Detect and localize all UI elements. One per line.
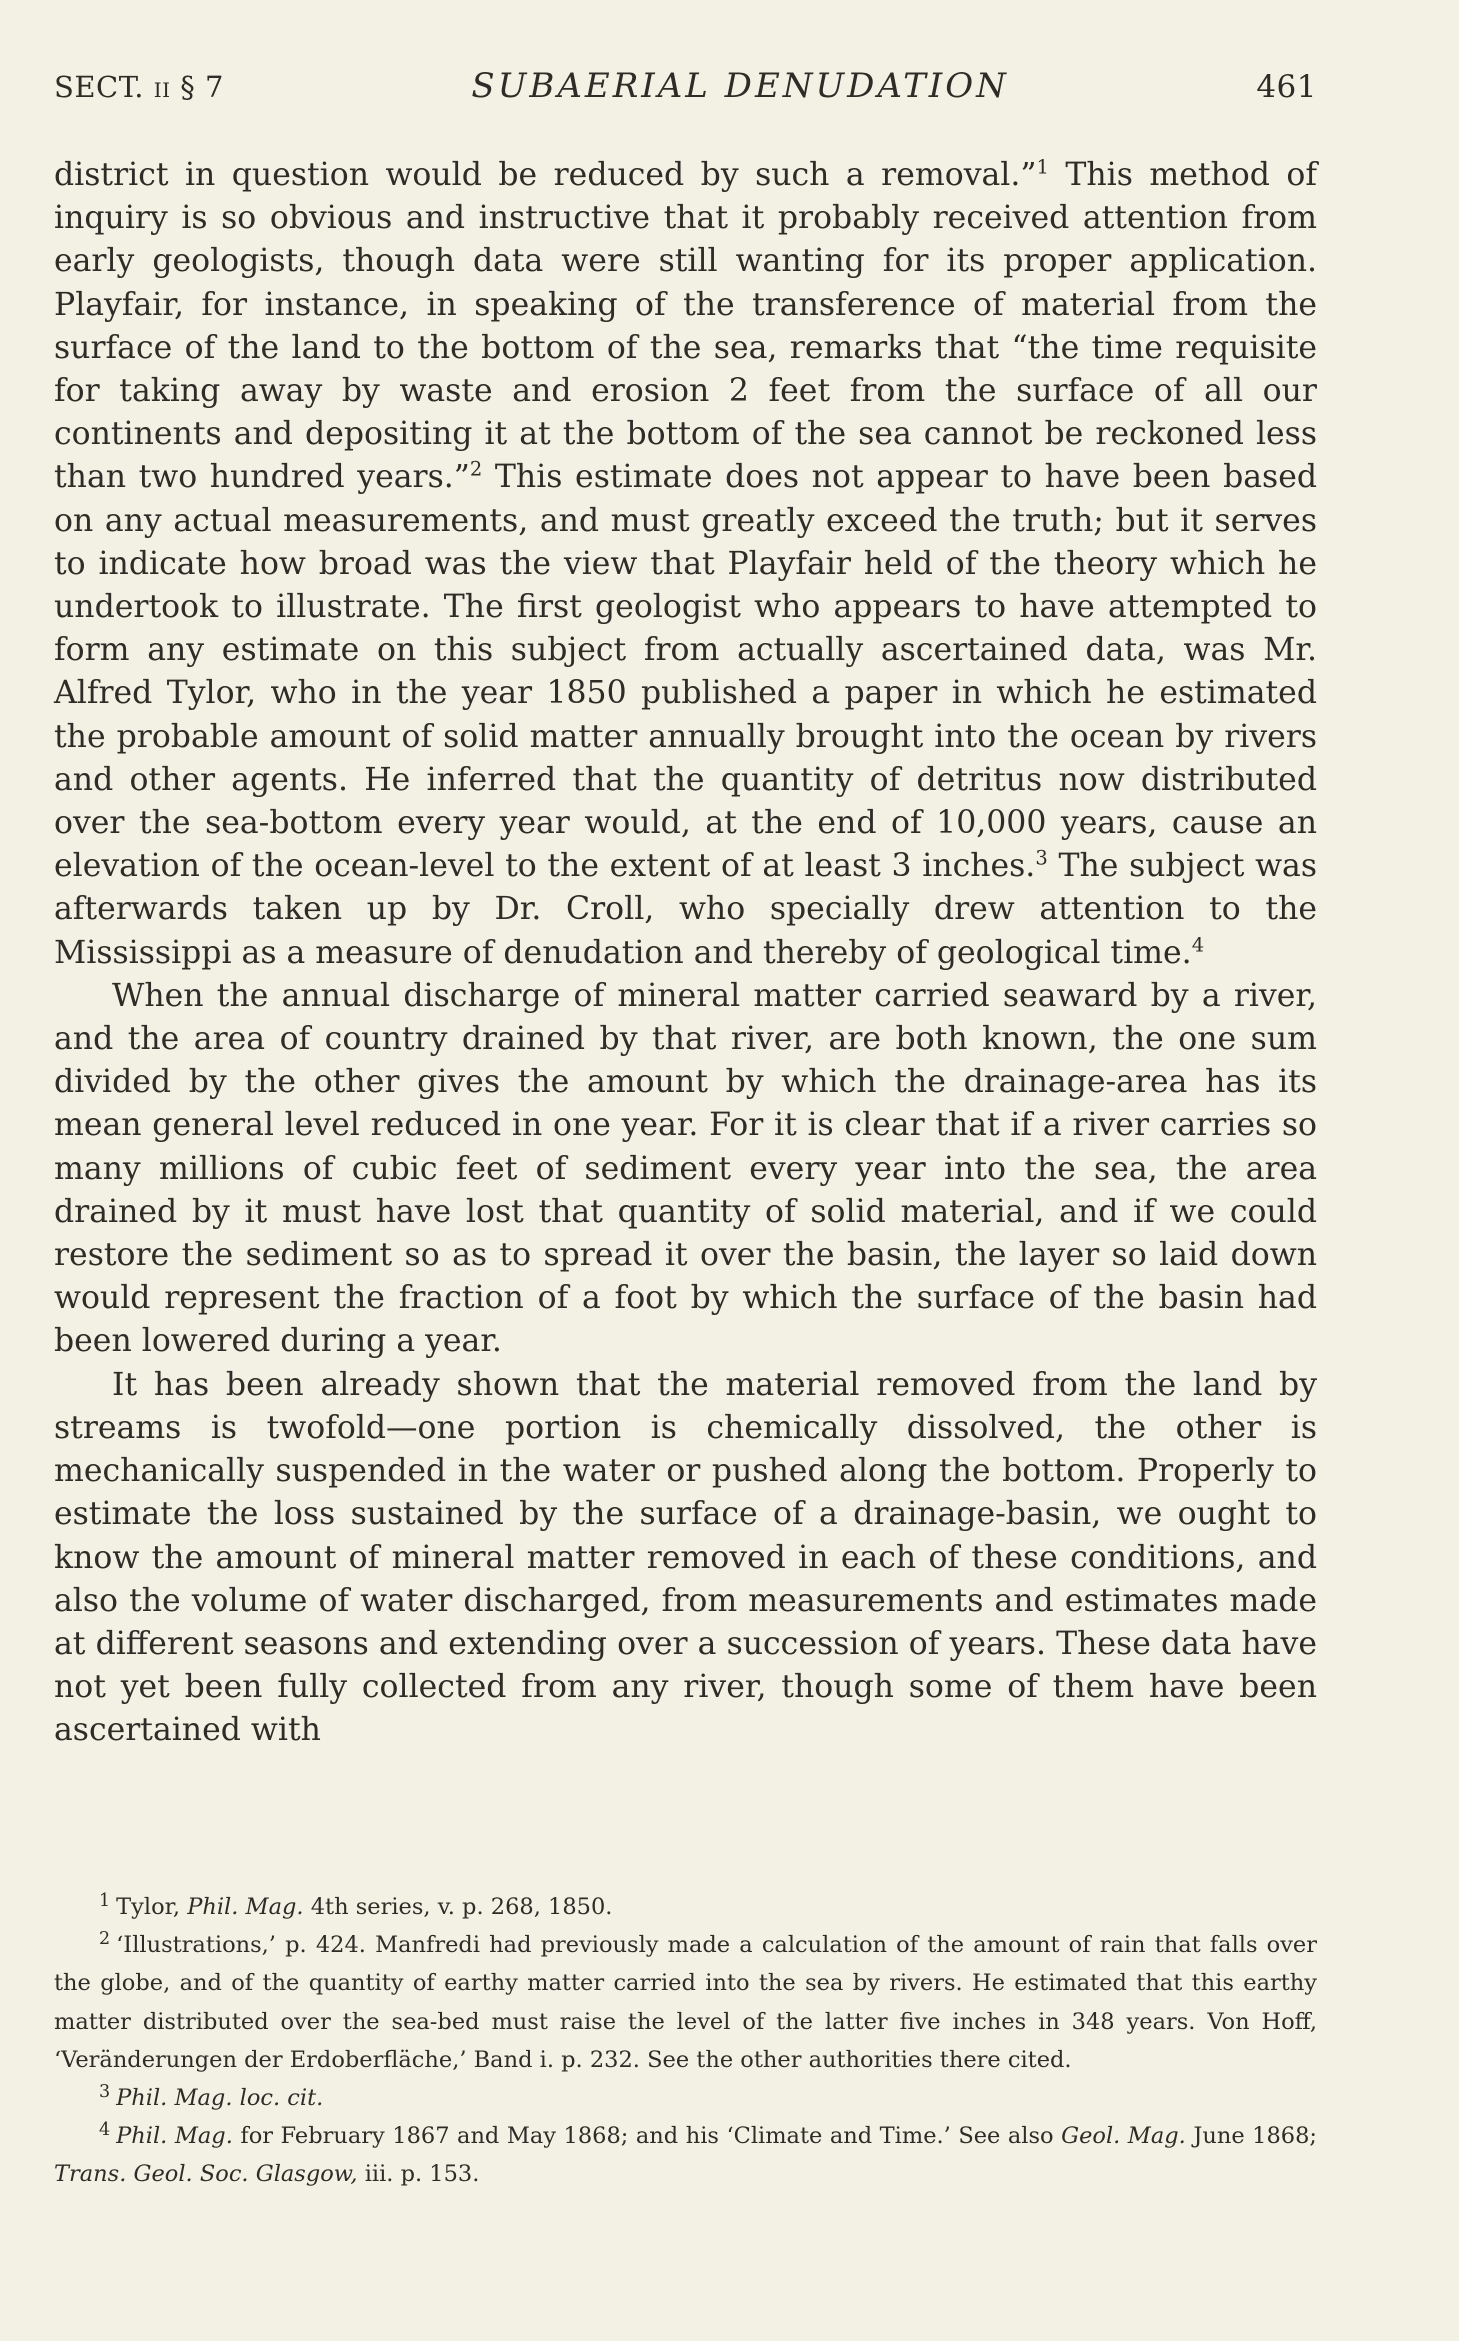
paragraph-1-text-b: This method of inquiry is so obvious and instructive that it probably received attention from early geologists, though data were still wanting for its proper application. Playfair, for instance, in speaking of the transference of material from the surface of the land to the bottom of the sea, remarks that “the time requisite for taking away by waste and erosion 2 feet from the surface of all our continents and depositing it at the bottom of the sea cannot be reckoned less than two hundred years.” — [54, 157, 1317, 496]
paragraph-1-text-d: The subject was afterwards taken up by Dr. Croll, who specially drew attention to the Mississippi as a measure of denudation and thereby of geological time. — [54, 848, 1317, 971]
footnote-4-number: 4 — [99, 2119, 111, 2140]
footnote-4 — [54, 2117, 1317, 2193]
footnote-1-number: 1 — [99, 1890, 111, 1911]
running-head — [54, 66, 1317, 116]
footnote-2-text: ‘Illustrations,’ p. 424. Manfredi had previously made a calculation of the amount of rain that falls over the globe, and of the quantity of earthy matter carried into the sea by rivers. He estimated that this earthy matter distributed over the sea-bed must raise the level of the latter five inches in 348 years. Von Hoff, ‘Veränderungen der Erdoberfläche,’ Band i. p. 232. See the other authorities there cited. — [54, 1932, 1317, 2073]
page-number: 461 — [1256, 69, 1317, 105]
footnote-4-journal-1: Phil. Mag. — [116, 2123, 233, 2150]
body-text — [54, 154, 1317, 1753]
footnote-4-text-3: iii. p. 153. — [357, 2161, 480, 2188]
footnote-ref-4: 4 — [1191, 933, 1205, 957]
footnote-ref-3: 3 — [1035, 846, 1048, 870]
footnote-1-journal: Phil. Mag. — [187, 1894, 304, 1920]
book-page — [54, 0, 1317, 2341]
footnote-4-journal-3: Trans. Geol. Soc. Glasgow, — [54, 2161, 358, 2188]
section-reference: SECT. ii § 7 — [54, 70, 224, 104]
footnote-4-text-1: for February 1867 and May 1868; and his ‘Climate and Time.’ See also — [232, 2123, 1062, 2150]
footnote-ref-1: 1 — [1036, 155, 1049, 179]
footnote-1-citation: 4th series, v. p. 268, 1850. — [303, 1894, 613, 1920]
footnote-3-citation: Phil. Mag. loc. cit. — [116, 2085, 324, 2112]
footnote-1 — [54, 1888, 1317, 1926]
footnote-ref-2: 2 — [469, 457, 483, 481]
footnotes — [54, 1888, 1317, 2194]
footnote-3 — [54, 2079, 1317, 2117]
footnote-1-author: Tylor, — [116, 1894, 188, 1920]
footnote-4-journal-2: Geol. Mag. — [1061, 2123, 1186, 2150]
footnote-4-text-2: June 1868; — [1185, 2123, 1318, 2150]
running-title: SUBAERIAL DENUDATION — [471, 66, 1009, 106]
paragraph-3: It has been already shown that the material removed from the land by streams is twofold—one portion is chemically dissolved, the other is mechanically suspended in the water or pushed along the bottom. Properly to estimate the loss sustained by the surface of a drainage-basin, we ought to know the amount of mineral matter removed in each of these conditions, and also the volume of water discharged, from measurements and estimates made at different seasons and extending over a succession of years. These data have not yet been fully collected from any river, though some of them have been ascertained with — [54, 1366, 1317, 1749]
footnote-3-number: 3 — [99, 2081, 111, 2102]
paragraph-1-text-a: district in question would be reduced by such a removal.” — [54, 157, 1037, 193]
paragraph-1-text-c: This estimate does not appear to have been based on any actual measurements, and must greatly exceed the truth; but it serves to indicate how broad was the view that Playfair held of the theory which he undertook to illustrate. The first geologist who appears to have attempted to form any estimate on this subject from actually ascertained data, was Mr. Alfred Tylor, who in the year 1850 published a paper in which he estimated the probable amount of solid matter annually brought into the ocean by rivers and other agents. He inferred that the quantity of detritus now distributed over the sea-bottom every year would, at the end of 10,000 years, cause an elevation of the ocean-level to the extent of at least 3 inches. — [54, 459, 1317, 885]
footnote-2 — [54, 1926, 1317, 2079]
paragraph-1 — [54, 154, 1317, 975]
paragraph-2: When the annual discharge of mineral matter carried seaward by a river, and the area of country drained by that river, are both known, the one sum divided by the other gives the amount by which the drainage-area has its mean general level reduced in one year. For it is clear that if a river carries so many millions of cubic feet of sediment every year into the sea, the area drained by it must have lost that quantity of solid material, and if we could restore the sediment so as to spread it over the basin, the layer so laid down would represent the fraction of a foot by which the surface of the basin had been lowered during a year. — [54, 977, 1317, 1360]
footnote-2-number: 2 — [99, 1928, 111, 1949]
